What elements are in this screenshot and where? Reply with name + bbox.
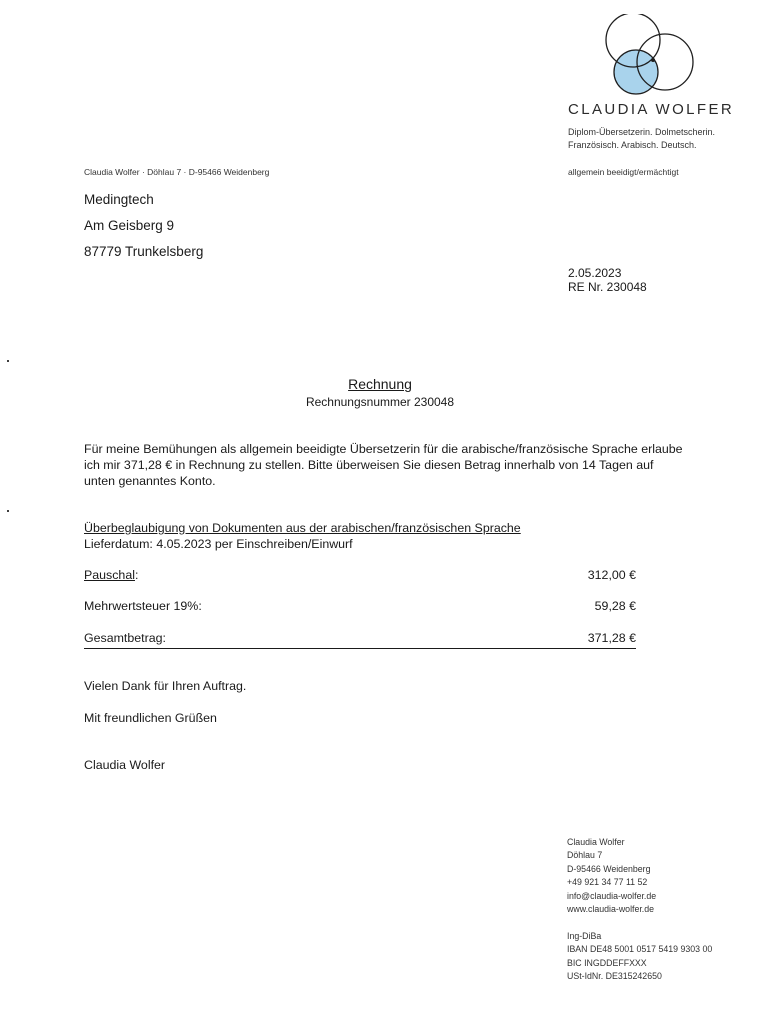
footer-name: Claudia Wolfer: [567, 837, 625, 847]
footer-website: www.claudia-wolfer.de: [567, 904, 655, 915]
line-item-vat: [84, 599, 636, 615]
flat-fee-amount: 312,00 €: [587, 568, 636, 582]
logo-dot: [651, 58, 655, 62]
footer-iban: IBAN DE48 5001 0517 5419 9303 00: [567, 944, 713, 955]
fold-mark: [7, 360, 9, 362]
vat-amount: 59,28 €: [594, 599, 636, 613]
certification-note: allgemein beeidigt/ermächtigt: [568, 167, 679, 177]
footer-city: D-95466 Weidenberg: [567, 863, 651, 874]
line-item-total: [84, 631, 636, 649]
regards-text: Mit freundlichen Grüßen: [84, 711, 217, 725]
vat-label: Mehrwertsteuer 19%:: [84, 599, 202, 613]
tagline: [568, 126, 715, 152]
flat-fee-colon: :: [134, 568, 139, 582]
footer-contact-bank: [567, 836, 712, 983]
footer-bic: BIC INGDDEFFXXX: [567, 957, 647, 968]
punch-mark: [7, 510, 9, 512]
sender-return-address: Claudia Wolfer · Döhlau 7 · D-95466 Weidenberg: [84, 167, 270, 177]
footer-vat-id: USt-IdNr. DE315242650: [567, 971, 662, 982]
recipient-city: 87779 Trunkelsberg: [84, 244, 204, 259]
line-item-flat-fee: [84, 568, 636, 584]
invoice-number: Rechnungsnummer 230048: [305, 395, 455, 409]
tagline-line-2: Französisch. Arabisch. Deutsch.: [568, 140, 697, 150]
recipient-name: Medingtech: [84, 192, 154, 207]
total-label: Gesamtbetrag:: [84, 631, 166, 645]
flat-fee-label: [84, 568, 138, 582]
footer-spacer: [567, 916, 712, 929]
footer-street: Döhlau 7: [567, 850, 603, 861]
brand-name: CLAUDIA WOLFER: [568, 101, 735, 118]
footer-phone: +49 921 34 77 11 52: [567, 877, 648, 888]
recipient-street: Am Geisberg 9: [84, 218, 175, 233]
footer-email: info@claudia-wolfer.de: [567, 890, 657, 901]
logo-mark-icon: [600, 14, 700, 100]
delivery-date: Lieferdatum: 4.05.2023 per Einschreiben/Einwurf: [84, 537, 353, 551]
date-block: [568, 266, 647, 294]
invoice-date: 2.05.2023: [568, 266, 622, 280]
recipient-address: [84, 187, 203, 265]
thanks-text: Vielen Dank für Ihren Auftrag.: [84, 679, 247, 693]
footer-bank: Ing-DiBa: [567, 930, 602, 941]
invoice-body-text: Für meine Bemühungen als allgemein beeidigte Übersetzerin für die arabische/französische Sprache erlaube ich mir 371,28 € in Rechnung zu stellen. Bitte überweisen Sie diesen Betrag innerhalb von 14 Tagen auf unten genanntes Konto.: [84, 442, 683, 488]
invoice-reference: RE Nr. 230048: [568, 280, 647, 294]
flat-fee-label-text: Pauschal: [84, 568, 135, 582]
total-amount: 371,28 €: [587, 631, 636, 645]
service-title: Überbeglaubigung von Dokumenten aus der arabischen/französischen Sprache: [84, 521, 521, 535]
document-title: Rechnung: [348, 376, 412, 392]
signature-name: Claudia Wolfer: [84, 758, 166, 772]
tagline-line-1: Diplom-Übersetzerin. Dolmetscherin.: [568, 127, 716, 137]
